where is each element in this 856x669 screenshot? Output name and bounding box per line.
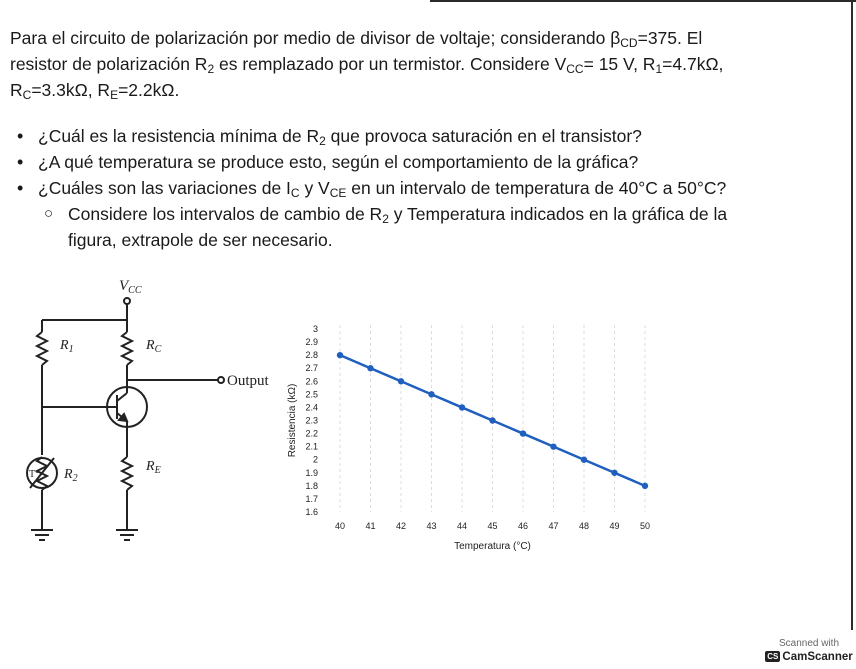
text: que provoca saturación en el transistor? <box>325 126 642 146</box>
vcc-terminal <box>124 298 130 304</box>
text: figura, extrapole de ser necesario. <box>68 230 333 250</box>
text: en un intervalo de temperatura de 40°C a 50°C? <box>346 178 727 198</box>
subscript: 2 <box>207 62 215 76</box>
resistance-temperature-chart <box>287 324 650 552</box>
data-point <box>520 430 526 436</box>
y-tick-label: 1.7 <box>305 493 318 504</box>
x-tick-label: 46 <box>517 521 529 531</box>
question-3 <box>14 175 844 201</box>
bullet-dot: • <box>17 126 24 146</box>
x-tick-label: 43 <box>426 521 437 531</box>
r1-label: $R_1$ <box>60 338 74 355</box>
text: = 15 V, R <box>583 54 656 74</box>
text: resistor de polarización R <box>10 54 208 74</box>
data-point <box>337 352 343 358</box>
x-axis-label: Temperatura (°C) <box>454 541 531 552</box>
y-tick-label: 2.4 <box>305 402 318 413</box>
x-tick-label: 40 <box>334 521 346 531</box>
problem-statement <box>10 25 830 103</box>
y-tick-label: 1.9 <box>305 467 318 478</box>
hollow-bullet: ○ <box>44 205 54 222</box>
problem-line-3 <box>10 77 830 103</box>
data-point <box>489 417 495 423</box>
problem-line-2 <box>10 51 830 77</box>
y-tick-label: 1.8 <box>305 480 318 491</box>
y-tick-label: 2.5 <box>305 389 318 400</box>
vcc-label: $V_{CC}$ <box>119 278 142 296</box>
text: =4.7kΩ, <box>662 54 724 74</box>
text: ¿Cuál es la resistencia mínima de R <box>38 126 320 146</box>
data-point <box>398 378 404 384</box>
data-point <box>642 483 648 489</box>
subscript: 2 <box>382 212 389 226</box>
camscanner-logo-icon: CS <box>767 652 779 661</box>
camscanner-watermark <box>765 638 853 669</box>
data-point <box>581 457 587 463</box>
subscript: C <box>290 186 300 200</box>
y-tick-label: 2.3 <box>305 415 318 426</box>
data-point <box>550 443 556 449</box>
y-tick-label: 2 <box>312 454 318 465</box>
output-label: Output <box>227 373 269 389</box>
r2-label: $R_2$ <box>64 467 78 484</box>
x-tick-label: 50 <box>639 521 651 531</box>
scan-border-right <box>851 0 853 630</box>
output-terminal <box>218 377 224 383</box>
subscript: E <box>110 88 119 102</box>
y-tick-label: 2.7 <box>305 363 318 374</box>
problem-line-1 <box>10 25 830 51</box>
x-tick-label: 48 <box>578 521 590 531</box>
subscript: CE <box>329 186 347 200</box>
text: y V <box>299 178 330 198</box>
text: es remplazado por un termistor. Considere V <box>214 54 567 74</box>
x-tick-label: 42 <box>395 521 407 531</box>
data-point <box>367 365 373 371</box>
subscript: 1 <box>655 62 663 76</box>
x-tick-label: 45 <box>487 521 498 531</box>
subscript: 2 <box>319 134 326 148</box>
subscript: C <box>22 88 32 102</box>
scan-border-top <box>430 0 856 2</box>
question-list <box>14 123 844 253</box>
thermistor-label: T° <box>29 469 40 480</box>
data-point <box>428 391 434 397</box>
text: =375. El <box>637 28 703 48</box>
scanned-with-text: Scanned with <box>778 638 840 649</box>
data-point <box>611 470 617 476</box>
y-tick-label: 3 <box>312 324 318 334</box>
figure <box>0 270 680 560</box>
sub-question-1 <box>14 201 844 253</box>
y-tick-label: 2.9 <box>305 337 318 348</box>
rc-label: $R_C$ <box>146 338 162 355</box>
subscript: CC <box>566 62 584 76</box>
text: y Temperatura indicados en la gráfica de la <box>388 204 728 224</box>
bullet-dot: • <box>17 152 24 172</box>
text: =3.3kΩ, R <box>31 80 111 100</box>
data-point <box>459 404 465 410</box>
x-tick-label: 41 <box>365 521 376 531</box>
rc-resistor <box>122 332 132 365</box>
x-tick-label: 44 <box>456 521 468 531</box>
bullet-dot: • <box>17 178 24 198</box>
subscript: CD <box>620 36 638 50</box>
y-tick-label: 2.8 <box>305 350 318 361</box>
transistor-collector <box>117 393 127 401</box>
y-tick-label: 2.6 <box>305 376 318 387</box>
text: ¿Cuáles son las variaciones de I <box>38 178 291 198</box>
y-tick-label: 2.2 <box>305 428 318 439</box>
camscanner-brand <box>765 651 853 663</box>
text: ¿A qué temperatura se produce esto, según el comportamiento de la gráfica? <box>38 152 639 172</box>
text: R <box>10 80 23 100</box>
re-label: $R_E$ <box>146 459 161 476</box>
text: Considere los intervalos de cambio de R <box>68 204 383 224</box>
text: =2.2kΩ. <box>118 80 180 100</box>
circuit-diagram <box>27 298 224 540</box>
text: Para el circuito de polarización por medio de divisor de voltaje; considerando β <box>10 28 621 48</box>
re-resistor <box>122 457 132 490</box>
r1-resistor <box>37 332 47 365</box>
question-2 <box>14 149 844 175</box>
y-tick-label: 2.1 <box>305 441 318 452</box>
x-tick-label: 47 <box>548 521 559 531</box>
x-tick-label: 49 <box>609 521 620 531</box>
y-axis-label: Resistencia (kΩ) <box>287 383 298 458</box>
y-tick-label: 1.6 <box>305 507 318 517</box>
camscanner-name: CamScanner <box>782 651 853 663</box>
question-1 <box>14 123 844 149</box>
